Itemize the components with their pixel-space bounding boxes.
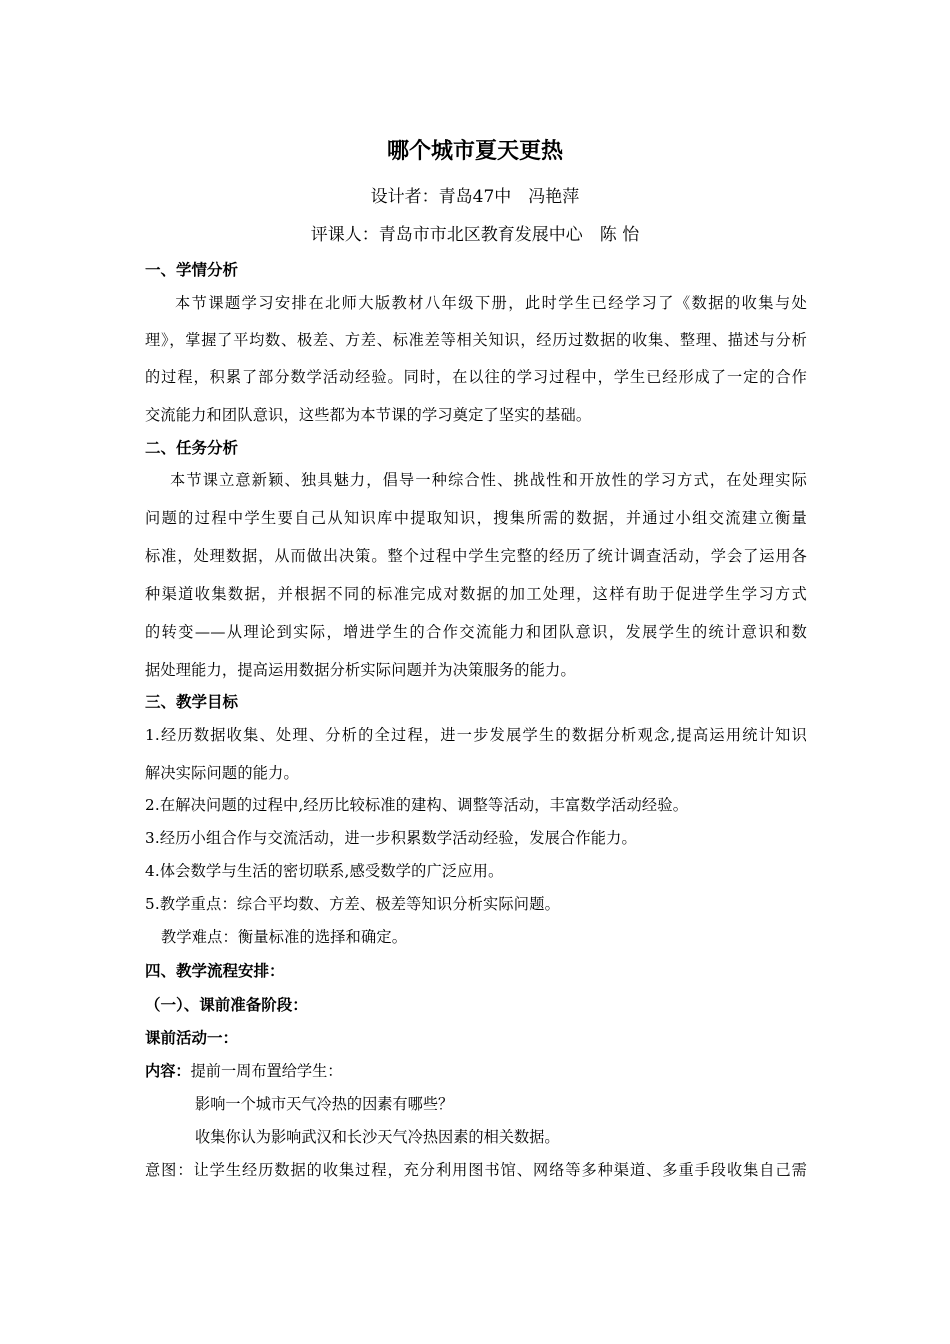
content-line — [145, 1060, 342, 1082]
question-line: 收集你认为影响武汉和长沙天气冷热因素的相关数据。 — [195, 1128, 560, 1146]
objective-line: 2.在解决问题的过程中,经历比较标准的建构、调整等活动，丰富数学活动经验。 — [145, 796, 689, 814]
section-heading-3: 三、教学目标 — [145, 693, 239, 711]
paragraph-line: 理》，掌握了平均数、极差、方差、标准差等相关知识，经历过数据的收集、整理、描述与分析 — [145, 331, 807, 349]
intent-line: 意图：让学生经历数据的收集过程，充分利用图书馆、网络等多种渠道、多重手段收集自己需 — [145, 1161, 807, 1179]
designer-line: 设计者：青岛47中 冯艳萍 — [370, 187, 580, 207]
objective-line: 3.经历小组合作与交流活动，进一步积累数学活动经验，发展合作能力。 — [145, 829, 637, 847]
paragraph-line: 的过程，积累了部分数学活动经验。同时，在以往的学习过程中，学生已经形成了一定的合作 — [145, 368, 807, 386]
objective-line: 1.经历数据收集、处理、分析的全过程，进一步发展学生的数据分析观念,提高运用统计知识 — [145, 726, 807, 744]
reviewer-line: 评课人：青岛市市北区教育发展中心 陈 怡 — [310, 225, 640, 245]
content-text: 提前一周布置给学生： — [190, 1062, 343, 1080]
section-heading-4: 四、教学流程安排： — [145, 962, 285, 980]
question-line: 影响一个城市天气冷热的因素有哪些？ — [195, 1095, 454, 1113]
section-heading-1: 一、学情分析 — [145, 261, 239, 279]
subsection-heading: （一）、课前准备阶段： — [145, 996, 308, 1014]
paragraph-line: 问题的过程中学生要自己从知识库中提取知识，搜集所需的数据，并通过小组交流建立衡量 — [145, 509, 807, 527]
paragraph-line: 本节课立意新颖、独具魅力，倡导一种综合性、挑战性和开放性的学习方式，在处理实际 — [170, 471, 807, 489]
objective-line: 解决实际问题的能力。 — [145, 764, 299, 782]
activity-heading: 课前活动一： — [145, 1029, 239, 1047]
content-label: 内容： — [145, 1062, 191, 1080]
paragraph-line: 交流能力和团队意识，这些都为本节课的学习奠定了坚实的基础。 — [145, 406, 592, 424]
paragraph-line: 种渠道收集数据，并根据不同的标准完成对数据的加工处理，这样有助于促进学生学习方式 — [145, 585, 807, 603]
objective-line: 教学难点：衡量标准的选择和确定。 — [161, 928, 408, 946]
paragraph-line: 的转变——从理论到实际，增进学生的合作交流能力和团队意识，发展学生的统计意识和数 — [145, 623, 807, 641]
paragraph-line: 标准，处理数据，从而做出决策。整个过程中学生完整的经历了统计调查活动，学会了运用各 — [145, 547, 807, 565]
objective-line: 4.体会数学与生活的密切联系,感受数学的广泛应用。 — [145, 862, 504, 880]
document-title: 哪个城市夏天更热 — [386, 139, 563, 164]
paragraph-line: 本节课题学习安排在北师大版教材八年级下册，此时学生已经学习了《数据的收集与处 — [175, 294, 807, 312]
objective-line: 5.教学重点：综合平均数、方差、极差等知识分析实际问题。 — [145, 895, 560, 913]
paragraph-line: 据处理能力，提高运用数据分析实际问题并为决策服务的能力。 — [145, 661, 576, 679]
section-heading-2: 二、任务分析 — [145, 439, 239, 457]
